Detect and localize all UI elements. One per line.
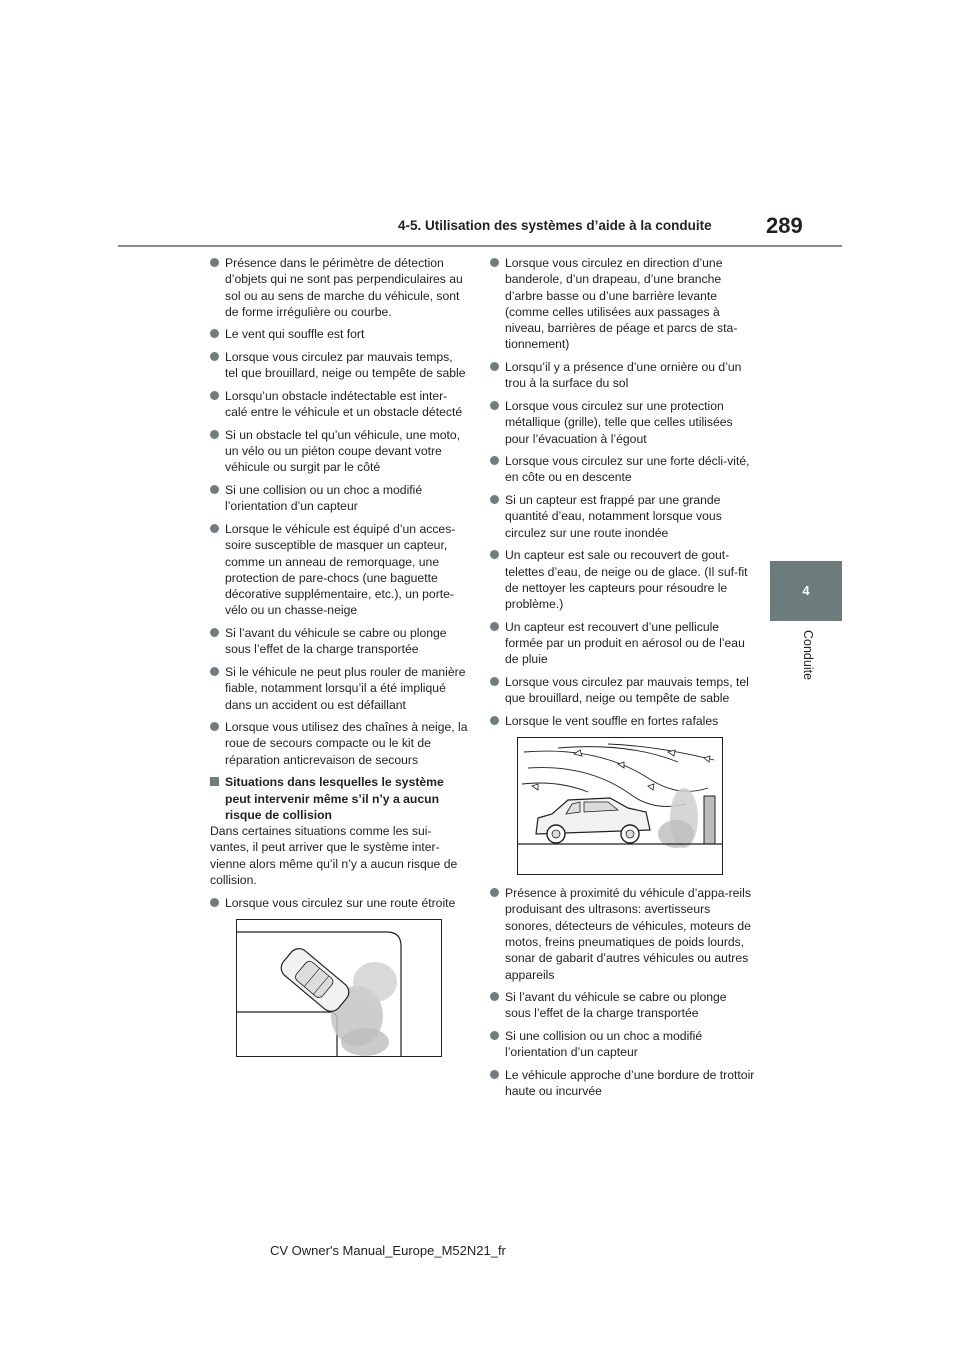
strong-wind-figure <box>518 738 722 874</box>
list-item <box>490 453 755 486</box>
list-item <box>490 713 755 729</box>
list-item-text: Lorsque vous circulez sur une route étroite <box>225 895 456 910</box>
list-item <box>490 674 755 707</box>
list-item <box>210 482 468 515</box>
bullet-icon <box>210 524 219 533</box>
list-item-text: Lorsque le vent souffle en fortes rafales <box>505 713 719 728</box>
list-item <box>490 1028 755 1061</box>
list-item-text: Lorsque vous circulez sur une protection métallique (grille), telle que celles utilisées pour l’évacuation à l’égout <box>505 398 733 446</box>
list-item <box>490 619 755 668</box>
bullet-icon <box>490 258 499 267</box>
bullet-icon <box>210 898 219 907</box>
bullet-icon <box>210 430 219 439</box>
bullet-icon <box>490 716 499 725</box>
page-number: 289 <box>766 213 803 238</box>
list-item-text: Si l’avant du véhicule se cabre ou plonge sous l’effet de la charge transportée <box>225 626 447 657</box>
list-item-text: Si le véhicule ne peut plus rouler de manière fiable, notamment lorsqu’il a été impliqué dans un accident ou est défaillant <box>225 664 466 712</box>
list-item <box>210 625 468 658</box>
list-item <box>210 349 468 382</box>
narrow-road-figure <box>237 920 441 1056</box>
list-item-text: Si l’avant du véhicule se cabre ou plonge sous l’effet de la charge transportée <box>505 990 727 1021</box>
list-item-text: Lorsqu’un obstacle indétectable est inter-calé entre le véhicule et un obstacle détecté <box>225 388 463 420</box>
list-item-text: Lorsque le véhicule est équipé d’un acces-soire susceptible de masquer un capteur, comme un anneau de remorquage, une protection de pare-chocs (une baguette décorative supplémentaire, etc.), un porte-vélo ou un chasse-neige <box>225 521 456 618</box>
list-item-text: Si une collision ou un choc a modifié l’orientation d’un capteur <box>505 1029 703 1060</box>
list-item-text: Si un obstacle tel qu’un véhicule, une moto, un vélo ou un piéton coupe devant votre véhicule ou surgit par le côté <box>225 427 461 475</box>
body-paragraph: Dans certaines situations comme les sui-vantes, il peut arriver que le système inter-vienne alors même qu’il n’y a aucun risque de collision. <box>210 824 458 888</box>
bullet-icon <box>490 495 499 504</box>
list-item-text: Lorsque vous circulez par mauvais temps, tel que brouillard, neige ou tempête de sable <box>225 350 466 381</box>
list-item-text: Un capteur est recouvert d’une pellicule formée par un produit en aérosol ou de l’eau de pluie <box>505 619 745 667</box>
list-item-text: Le véhicule approche d’une bordure de trottoir haute ou incurvée <box>505 1067 755 1099</box>
bullet-icon <box>210 485 219 494</box>
list-item-text: Présence dans le périmètre de détection d’objets qui ne sont pas perpendiculaires au sol ou au sens de marche du véhicule, sont de forme irrégulière ou courbe. <box>225 256 463 319</box>
list-item <box>210 895 468 911</box>
list-item <box>210 521 468 619</box>
bullet-icon <box>490 456 499 465</box>
list-item-text: Si une collision ou un choc a modifié l’orientation d’un capteur <box>225 483 423 514</box>
list-item <box>210 664 468 713</box>
bullet-icon <box>490 550 499 559</box>
bullet-icon <box>210 391 219 400</box>
left-column <box>210 255 468 1065</box>
subheading <box>210 774 468 823</box>
list-item <box>210 255 468 320</box>
bullet-icon <box>490 362 499 371</box>
list-item <box>490 492 755 541</box>
narrow-road-illustration <box>236 919 442 1057</box>
list-item <box>210 326 468 342</box>
bullet-icon <box>210 628 219 637</box>
list-item <box>490 989 755 1022</box>
footer-text: CV Owner's Manual_Europe_M52N21_fr <box>270 1243 506 1258</box>
bullet-icon <box>490 992 499 1001</box>
list-item-text: Lorsque vous circulez en direction d’une banderole, d’un drapeau, d’une branche d’arbre basse ou d’une barrière levante (comme celles utilisées aux passages à niveau, barrières de péage et parcs de sta-tionnement) <box>505 256 738 352</box>
bullet-icon <box>490 1070 499 1079</box>
list-item <box>490 255 755 353</box>
subheading-text: Situations dans lesquelles le système peut intervenir même s’il n’y a aucun risque de collision <box>225 775 444 822</box>
bullet-icon <box>490 1031 499 1040</box>
list-item-text: Lorsque vous circulez par mauvais temps, tel que brouillard, neige ou tempête de sable <box>505 674 749 706</box>
list-item <box>490 398 755 447</box>
strong-wind-illustration <box>517 737 723 875</box>
list-item <box>490 547 755 612</box>
list-item <box>490 1067 755 1100</box>
list-item-text: Le vent qui souffle est fort <box>225 327 365 342</box>
header-divider <box>118 245 842 247</box>
right-column <box>490 255 755 1106</box>
list-item <box>490 359 755 392</box>
chapter-tab[interactable]: 4 <box>770 561 842 621</box>
bullet-icon <box>210 258 219 267</box>
list-item <box>210 388 468 421</box>
list-item <box>490 885 755 983</box>
square-bullet-icon <box>210 777 219 786</box>
list-item-text: Un capteur est sale ou recouvert de gout-telettes d’eau, de neige ou de glace. (Il suf-fit de nettoyer les capteurs pour résoudre le problème.) <box>505 548 748 612</box>
bullet-icon <box>210 722 219 731</box>
bullet-icon <box>490 888 499 897</box>
list-item-text: Si un capteur est frappé par une grande quantité d’eau, notamment lorsque vous circulez sur une route inondée <box>505 493 722 540</box>
list-item <box>210 719 468 768</box>
bullet-icon <box>490 401 499 410</box>
list-item <box>210 427 468 476</box>
bullet-icon <box>490 677 499 686</box>
list-item-text: Lorsque vous utilisez des chaînes à neige, la roue de secours compacte ou le kit de réparation anticrevaison de secours <box>225 720 468 767</box>
bullet-icon <box>210 329 219 338</box>
section-title: 4-5. Utilisation des systèmes d’aide à la conduite <box>398 218 712 233</box>
list-item-text: Lorsque vous circulez sur une forte décli-vité, en côte ou en descente <box>505 454 750 485</box>
bullet-icon <box>210 352 219 361</box>
bullet-icon <box>490 622 499 631</box>
list-item-text: Lorsqu’il y a présence d’une ornière ou d’un trou à la surface du sol <box>505 360 742 391</box>
list-item-text: Présence à proximité du véhicule d’appa-reils produisant des ultrasons: avertisseurs sonores, détecteurs de véhicules, moteurs de motos, freins pneumatiques de poids lourds, sonar de gabarit d’autres véhicules ou autres appareils <box>505 886 751 982</box>
bullet-icon <box>210 667 219 676</box>
chapter-label: Conduite <box>801 630 815 681</box>
